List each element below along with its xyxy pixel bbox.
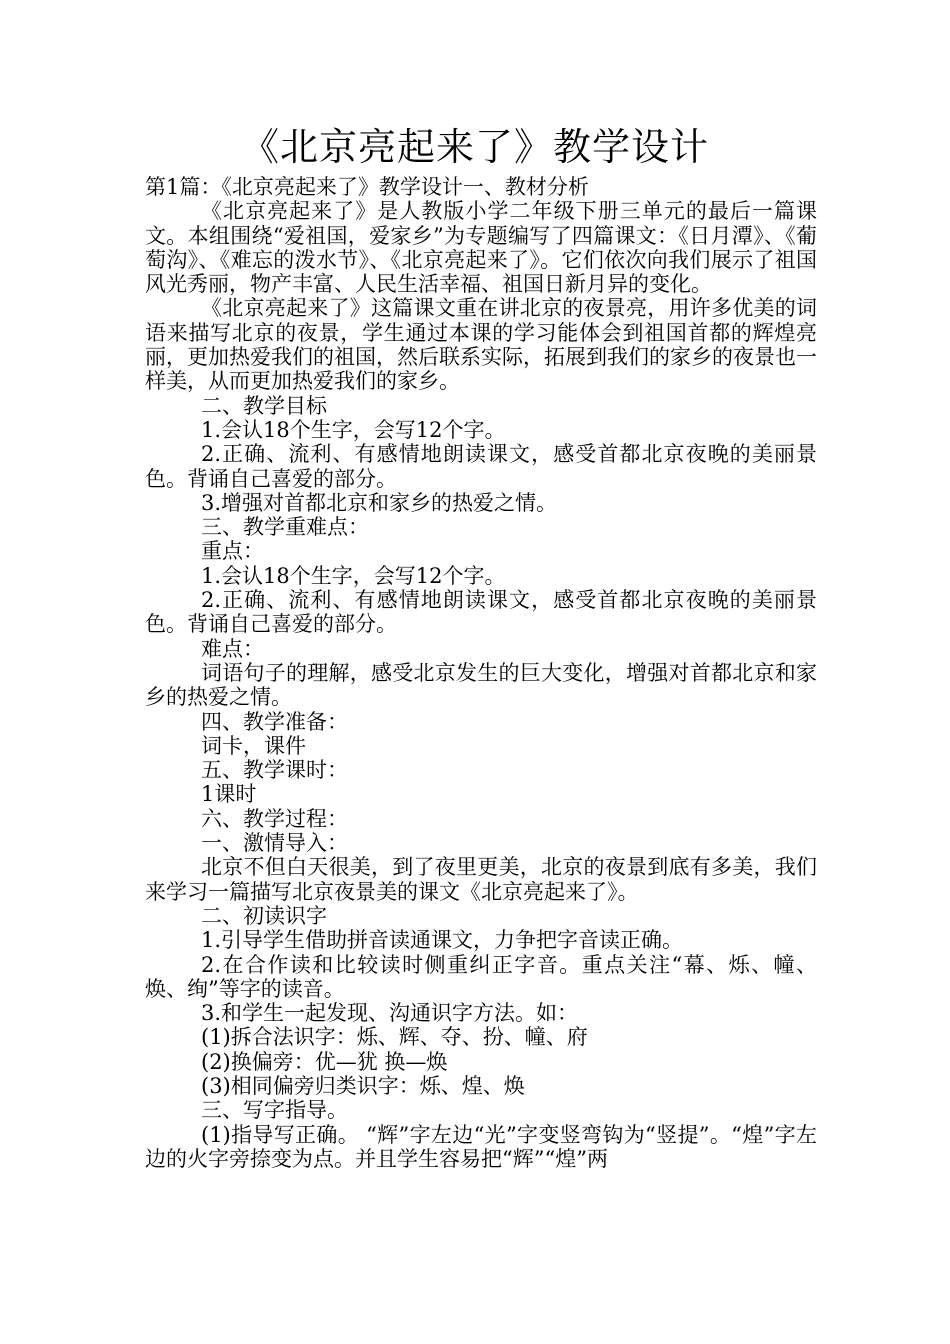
document-body bbox=[145, 175, 817, 1171]
paragraph: 二、初读识字 bbox=[201, 903, 327, 928]
paragraph: (1)指导写正确。 “辉”字左边“光”字变竖弯钩为“竖提”。“煌”字左边的火字旁捺变为点。并且学生容易把“辉”“煌”两 bbox=[145, 1122, 817, 1171]
paragraph: 《北京亮起来了》这篇课文重在讲北京的夜景亮，用许多优美的词语来描写北京的夜景，学生通过本课的学习能体会到祖国首都的辉煌亮丽，更加热爱我们的祖国，然后联系实际，拓展到我们的家乡的夜景也一样美，从而更加热爱我们的家乡。 bbox=[145, 296, 817, 394]
paragraph: 2.正确、流利、有感情地朗读课文，感受首都北京夜晚的美丽景色。背诵自己喜爱的部分。 bbox=[145, 588, 817, 637]
paragraph: 3.和学生一起发现、沟通识字方法。如： bbox=[201, 1001, 579, 1026]
paragraph: (2)换偏旁：优—犹 换—焕 bbox=[201, 1049, 448, 1074]
paragraph: 词语句子的理解，感受北京发生的巨大变化，增强对首都北京和家乡的热爱之情。 bbox=[145, 660, 817, 710]
paragraph: 2.正确、流利、有感情地朗读课文，感受首都北京夜晚的美丽景色。背诵自己喜爱的部分。 bbox=[145, 442, 817, 491]
paragraph: 二、教学目标 bbox=[201, 393, 327, 418]
paragraph: 重点： bbox=[201, 539, 264, 564]
paragraph: 三、写字指导。 bbox=[201, 1098, 348, 1123]
paragraph: (3)相同偏旁归类识字：烁、煌、焕 bbox=[201, 1073, 525, 1098]
paragraph: 六、教学过程： bbox=[201, 806, 348, 831]
paragraph: 1.会认18个生字，会写12个字。 bbox=[201, 563, 506, 588]
paragraph: 北京不但白天很美，到了夜里更美，北京的夜景到底有多美，我们来学习一篇描写北京夜景美的课文《北京亮起来了》。 bbox=[145, 855, 817, 904]
paragraph: 1.引导学生借助拼音读通课文，力争把字音读正确。 bbox=[201, 928, 684, 953]
paragraph: 1课时 bbox=[201, 782, 257, 807]
paragraph: 词卡，课件 bbox=[201, 733, 306, 758]
paragraph: 3.增强对首都北京和家乡的热爱之情。 bbox=[201, 490, 558, 515]
paragraph: 难点： bbox=[201, 636, 264, 661]
document-title: 《北京亮起来了》教学设计 bbox=[240, 125, 709, 169]
paragraph: 三、教学重难点： bbox=[201, 515, 369, 540]
paragraph: 第1篇：《北京亮起来了》教学设计一、教材分析 bbox=[145, 175, 589, 199]
paragraph: 五、教学课时： bbox=[201, 758, 348, 783]
paragraph: 1.会认18个生字，会写12个字。 bbox=[201, 417, 506, 442]
paragraph: 《北京亮起来了》是人教版小学二年级下册三单元的最后一篇课文。本组围绕“爱祖国，爱家乡”为专题编写了四篇课文：《日月潭》、《葡萄沟》、《难忘的泼水节》、《北京亮起来了》。它们依次向我们展示了祖国风光秀丽，物产丰富、人民生活幸福、祖国日新月异的变化。 bbox=[145, 199, 817, 297]
paragraph: (1)拆合法识字：烁、辉、夺、扮、幢、府 bbox=[201, 1025, 588, 1050]
paragraph: 2.在合作读和比较读时侧重纠正字音。重点关注“幕、烁、幢、焕、绚”等字的读音。 bbox=[145, 952, 817, 1001]
paragraph: 一、激情导入： bbox=[201, 831, 348, 856]
paragraph: 四、教学准备： bbox=[201, 709, 348, 734]
